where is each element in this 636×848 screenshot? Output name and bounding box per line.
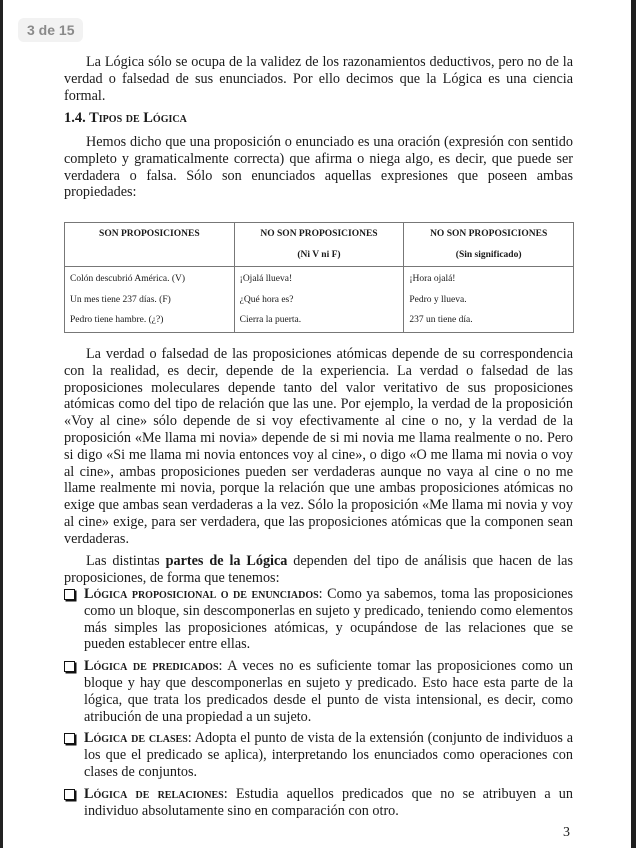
checkbox-bullet-icon [64, 661, 75, 672]
section-heading: 1.4. Tipos de Lógica [64, 110, 187, 126]
paragraph-intro [64, 54, 573, 104]
item-term: Lógica de relaciones [84, 785, 224, 802]
list-item [64, 730, 573, 780]
logic-parts-list [64, 586, 573, 824]
table-header [65, 223, 235, 267]
table-cell [65, 267, 235, 333]
item-text: : Como ya sabemos, toma las proposiciones como un bloque, sin descomponerlas en sujeto y predicado, teniendo como elementos más simples las proposiciones atómicas, y ocupándose de las relaciones que se pueden establecer entre ellas. [84, 586, 573, 653]
cell-line: 237 un tiene día. [409, 315, 473, 325]
header-sublabel: (Sin significado) [455, 250, 522, 260]
table-header [404, 223, 574, 267]
paragraph-text: Las distintas [86, 553, 166, 569]
paragraph-definition [64, 134, 573, 201]
paragraph-text: La Lógica sólo se ocupa de la validez de los razonamientos deductivos, pero no de la verdad o falsedad de sus enunciados. Por ello decimos que la Lógica es una ciencia formal. [64, 54, 573, 104]
page-indicator: 3 de 15 [18, 18, 83, 42]
checkbox-bullet-icon [64, 789, 75, 800]
cell-line: Cierra la puerta. [239, 315, 302, 325]
table-header-row [65, 223, 574, 267]
item-term: Lógica de predicados [84, 658, 219, 675]
paragraph-text: La verdad o falsedad de las proposiciones atómicas depende de su correspondencia con la realidad, es decir, depende de la experiencia. La verdad o falsedad de las proposiciones moleculares depende tanto del valor veritativo de sus proposiciones atómicas como del tipo de relación que las une. Por ejemplo, la verdad de la proposición «Voy al cine» sólo depende de si voy efectivamente al cine o no, y la verdad de la proposición «Me llama mi novia» depende de si mi novia me llama realmente o no. Pero si digo «Si me llama mi novia entonces voy al cine», o digo «O me llama mi novia o voy al cine», ambas proposiciones pueden ser verdaderas aunque no vaya al cine o no me llame realmente mi novia, porque la relación que une ambas proposiciones atómicas no exige que ambas sean verdaderas a la vez. Sólo la proposición «Me llama mi novia y voy al cine» exige, para ser verdadera, que las proposiciones atómicas que la componen sean verdaderas. [64, 346, 573, 547]
paragraph-text: Hemos dicho que una proposición o enunciado es una oración (expresión con sentido completo y gramaticalmente correcta) que afirma o niega algo, es decir, que puede ser verdadera o falsa. Sólo son enunciados aquellas expresiones que poseen ambas propiedades: [64, 134, 573, 201]
paragraph-parts [64, 553, 573, 587]
paragraph-text: dependen del tipo de análisis que hacen de las proposiciones, de forma que tenemos: [64, 553, 573, 586]
list-item [64, 586, 573, 653]
table-cell [234, 267, 404, 333]
table-cell [404, 267, 574, 333]
cell-line: ¡Ojalá llueva! [239, 274, 293, 284]
header-label: NO SON PROPOSICIONES [430, 229, 548, 239]
cell-line: ¿Qué hora es? [239, 294, 294, 305]
checkbox-bullet-icon [64, 589, 75, 600]
table-header [234, 223, 404, 267]
cell-line: Pedro y llueva. [409, 294, 467, 305]
header-label: SON PROPOSICIONES [99, 229, 200, 239]
list-item [64, 658, 573, 725]
item-text: : A veces no es suficiente tomar las proposiciones como un bloque y hay que descomponerlas en sujeto y predicado. Esto hace esta parte de la lógica, que trata los predicados desde el punto de vista intensional, es decir, como atribución de una propiedad a un sujeto. [84, 658, 573, 725]
cell-line: Pedro tiene hambre. (¿?) [70, 315, 164, 325]
checkbox-bullet-icon [64, 733, 75, 744]
list-item [64, 786, 573, 820]
item-text: : Estudia aquellos predicados que no se atribuyen a un individuo absolutamente sino en comparación con otro. [84, 785, 573, 819]
header-label: NO SON PROPOSICIONES [260, 229, 378, 239]
paragraph-truth [64, 346, 573, 548]
cell-line: Colón descubrió América. (V) [70, 274, 186, 284]
emphasis-text: partes de la Lógica [165, 553, 288, 569]
viewer-edge-left [0, 0, 3, 848]
cell-line: Un mes tiene 237 días. (F) [70, 294, 171, 305]
viewer-scrollbar[interactable] [631, 0, 636, 848]
cell-line: ¡Hora ojalá! [409, 274, 456, 284]
table-row [65, 267, 574, 333]
item-text: : Adopta el punto de vista de la extensión (conjunto de individuos a los que el predicado se aplica), interpretando los enunciados como operaciones con clases de conjuntos. [84, 730, 574, 780]
item-term: Lógica de clases [84, 730, 188, 747]
item-term: Lógica proposicional o de enunciados [84, 586, 319, 602]
propositions-table [64, 222, 574, 333]
header-sublabel: (Ni V ni F) [297, 250, 341, 260]
page-number: 3 [563, 825, 570, 840]
